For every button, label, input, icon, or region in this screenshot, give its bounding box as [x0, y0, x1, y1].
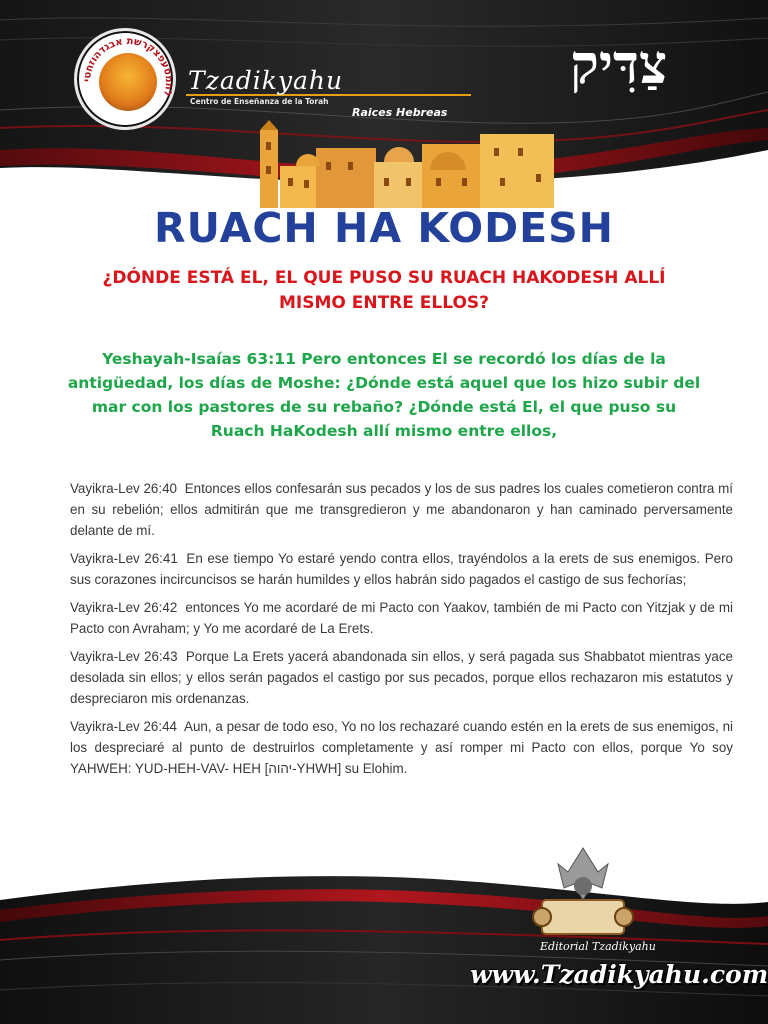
- passage-text: Entonces ellos confesarán sus pecados y los de sus padres los cuales cometieron contra mí en su rebelión; ellos admitirán que me transgredieron y me abandonaron y han caminado perversamente delante de mí.: [70, 481, 733, 538]
- passage-text: entonces Yo me acordaré de mi Pacto con Yaakov, también de mi Pacto con Yitzjak y de mi Pacto con Avraham; y Yo me acordaré de La Erets.: [70, 600, 733, 636]
- brand-name: Tzadikyahu: [188, 66, 344, 95]
- passage-26-40: [70, 478, 733, 541]
- page-title: RUACH HA KODESH: [154, 204, 614, 252]
- isaiah-verse: Yeshayah-Isaías 63:11 Pero entonces El se recordó los días de la antigüedad, los días de Moshe: ¿Dónde está aquel que los hizo subir del mar con los pastores de su rebaño? ¿Dónde está El, el que puso su Ruach HaKodesh allí mismo entre ellos,: [67, 350, 701, 440]
- passage-ref: Vayikra-Lev 26:44: [70, 719, 177, 734]
- passage-26-41: [70, 548, 733, 590]
- jerusalem-city-illustration: [256, 118, 556, 208]
- passage-26-43: [70, 646, 733, 709]
- passage-26-42: [70, 597, 733, 639]
- website-link[interactable]: www.Tzadikyahu.com: [470, 960, 768, 989]
- footer-band: [0, 840, 768, 1024]
- brand-subtitle: Centro de Enseñanza de la Torah: [190, 97, 329, 106]
- eagle-scroll-emblem: [528, 842, 638, 952]
- passage-26-44: [70, 716, 733, 779]
- seal-ring-text: לחמסעפצקרשת אבגדהוזחטי: [81, 35, 175, 98]
- publisher-name: Editorial Tzadikyahu: [540, 940, 656, 953]
- brand-tag: Raices Hebreas: [352, 106, 448, 119]
- shofar-icon: [99, 53, 157, 111]
- passage-ref: Vayikra-Lev 26:42: [70, 600, 178, 615]
- seal-logo: [74, 28, 176, 130]
- passage-text: Porque La Erets yacerá abandonada sin ellos, y será pagada sus Shabbatot mientras yace desolada sin ellos; y ellos serán pagados el castigo por sus pecados, porque ellos rechazaron mis estatutos y despreciaron mis ordenanzas.: [70, 649, 733, 706]
- passage-ref: Vayikra-Lev 26:40: [70, 481, 177, 496]
- passages-list: [70, 478, 733, 786]
- passage-ref: Vayikra-Lev 26:43: [70, 649, 178, 664]
- passage-text: Aun, a pesar de todo eso, Yo no los rechazaré cuando estén en la erets de sus enemigos, ni los despreciaré al punto de destruirlos completamente y así romper mi Pacto con ellos, porque Yo soy YAHWEH: YUD-HEH-VAV- HEH [יהוה-YHWH] su Elohim.: [70, 719, 733, 776]
- question-heading: ¿DÓNDE ESTÁ EL, EL QUE PUSO SU RUACH HAKODESH ALLÍ MISMO ENTRE ELLOS?: [102, 268, 666, 313]
- passage-text: En ese tiempo Yo estaré yendo contra ellos, trayéndolos a la erets de sus enemigos. Pero sus corazones incircuncisos se harán humildes y ellos habrán sido pagados el castigo de sus fechorías;: [70, 551, 733, 587]
- hebrew-word: צַדִּיק: [570, 32, 668, 96]
- passage-ref: Vayikra-Lev 26:41: [70, 551, 178, 566]
